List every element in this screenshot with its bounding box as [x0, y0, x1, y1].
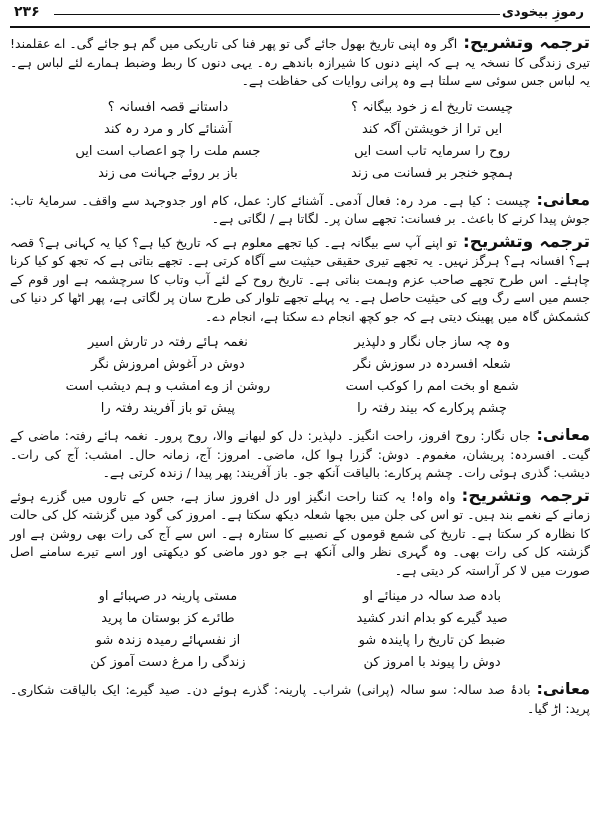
misra-second: مستی پارینہ در صہبائے او [98, 589, 238, 604]
misra-first: شمع او بخت امم را کوکب است [345, 379, 519, 394]
misra-first: چیست تاریخ اے ز خود بیگانہ ؟ [351, 99, 514, 115]
misra-first: روح را سرمایہ تاب است ایں [354, 143, 511, 159]
paragraph-text: بادۂ صد سالہ: سو سالہ (پرانی) شراب۔ پارینہ: گذرے ہوئے دن۔ صید گیرے: ایک بالیاقت شکاری۔ پرید: اڑ گیا۔ [10, 682, 590, 716]
misra-second: جسم ملت را چو اعصاب است ایں [75, 143, 261, 159]
running-title: رموزِ بیخودی [502, 5, 584, 20]
section-label: معانی: [536, 189, 590, 209]
page-number: ۲۳۶ [14, 4, 40, 20]
misra-first: دوش را پیوند با امروز کن [363, 655, 501, 670]
misra-first: شعلہ افسردہ در سوزش نگر [353, 357, 511, 372]
couplet [46, 652, 554, 674]
verse-block [46, 586, 554, 674]
misra-second: دوش در آغوش امروزش نگر [91, 357, 245, 372]
misra-second: پیش تو باز آفریند رفتہ را [100, 401, 236, 416]
header-rule [54, 14, 500, 15]
paragraph-text: واہ واہ! یہ کتنا راحت انگیز اور دل افروز ساز ہے، جس کے تاروں میں گزرے ہوئے زمانے کے نغمے بند ہیں۔ تو اس کی جلن میں بجھا شعلہ دیکھ سکتا ہے۔ امروز کی گود میں گزشتہ کل کی حالت کا نظارہ کر سکتا ہے۔ تاریخ کی شمع قوموں کے نصیبے کا ستارہ ہے۔ اس سے آج کی رات بھی روشن ہے اور گزشتہ کل کی رات بھی۔ وہ گہری نظر والی آنکھ ہے جو دور ماضی کو دیکھتی اور اسے تیرے سامنے اصل صورت میں لا کر آراستہ کر دیتی ہے۔ [10, 488, 590, 578]
couplet [46, 97, 554, 119]
misra-second: زندگی را مرغ دست آموز کن [90, 655, 246, 670]
paragraph-text: اگر وہ اپنی تاریخ بھول جائے گی تو پھر فنا کی تاریکی میں گم ہو جائے گی۔ اے عقلمند! تیری زندگی کا نسخہ یہ ہے کہ اپنے دنوں کا شیرازہ باندھے رہ۔ یہی دنوں کا ربط وضبط ہمارے لئے لباس ہے۔ یہ لباس جس سوئی سے سلتا ہے وہ پرانی روایات کی حفاظت ہے۔ [10, 36, 590, 88]
couplet [46, 608, 554, 630]
verse-block [46, 332, 554, 420]
couplet [46, 630, 554, 652]
paragraph-text: جاں نگار: روح افروز، راحت انگیز۔ دلپذیر: دل کو لبھانے والا، روح پرور۔ نغمہ ہائے رفتہ: ماضی کے گیت۔ افسردہ: پریشان، مغموم۔ دوش: گزرا ہوا کل، ماضی۔ امروز: آج، زمانہ حال۔ امشب: آج کی رات۔ دیشب: گذری ہوئی رات۔ چشم پرکارے: بالیاقت آنکھ جو۔ باز آفریند: پھر پیدا / زندہ کرتی ہے۔ [10, 428, 590, 480]
section-label: ترجمہ وتشریح: [461, 485, 590, 506]
paragraph [10, 487, 590, 581]
misra-second: باز بر روئے جہانت می زند [98, 165, 238, 181]
misra-second: نغمہ ہائے رفتہ در تارش اسیر [87, 335, 248, 350]
section-label: معانی: [536, 679, 590, 698]
paragraph [10, 426, 590, 483]
misra-first: ضبط کن تاریخ را پایندہ شو [358, 633, 506, 648]
misra-first: ہمچو خنجر بر فسانت می زند [351, 165, 514, 181]
misra-second: روشن از وے امشب و ہم دیشب است [65, 379, 271, 394]
section-label: ترجمہ وتشریح: [462, 231, 591, 252]
couplet [46, 586, 554, 608]
couplet [46, 354, 554, 376]
paragraph [10, 34, 590, 91]
couplet [46, 119, 554, 141]
misra-first: صید گیرے کو بدام اندر کشید [356, 611, 508, 626]
misra-first: بادہ صد سالہ در مینائے او [363, 589, 502, 604]
couplet [46, 332, 554, 354]
paragraph-text: تو اپنے آپ سے بیگانہ ہے۔ کیا تجھے معلوم ہے کہ تاریخ کیا ہے؟ کیا یہ کہانی ہے؟ قصہ ہے؟ افسانہ ہے؟ ہرگز نہیں۔ یہ تجھے تیری حقیقی حیثیت سے آگاہ کرتی ہے۔ تجھے بتاتی ہے کہ تجھ کو کیا کرنا چاہئے۔ اس طرح تجھے صاحب عزم وہمت بناتی ہے۔ تاریخ روح کے لئے آب وتاب کا سرچشمہ ہے اور قوم کے جسم میں اسے رگ وپے کی حیثیت حاصل ہے۔ یہ پہلے تجھے تلوار کی طرح سان پر لگاتی ہے، پھر اٹھا کر دنیا کی کشمکش گاہ میں پھینک دیتی ہے کہ جو کچھ انجام دے سکتا ہے، انجام دے۔ [10, 234, 590, 324]
misra-second: از نفسہائے رمیدہ زندہ شو [95, 633, 241, 648]
paragraph-text: چیست : کیا ہے۔ مرد رہ: فعال آدمی۔ آشنائے کار: عمل، کام اور جدوجہد سے واقف۔ سرمایۂ تاب: جوش پیدا کرنے کا باعث۔ بر فسانت: تجھے سان پر۔ لگاتا ہے / لگاتی ہے۔ [10, 192, 590, 226]
couplet [46, 376, 554, 398]
misra-first: ایں ترا از خویشتن آگہ کند [361, 121, 503, 137]
paragraph [10, 680, 590, 718]
paragraph [10, 191, 590, 229]
paragraph [10, 233, 590, 327]
page-content [10, 34, 590, 718]
verse-block [46, 97, 554, 185]
couplet [46, 141, 554, 163]
couplet [46, 163, 554, 185]
misra-second: آشنائے کار و مرد رہ کند [104, 121, 232, 137]
misra-second: طائرے کز بوستان ما پرید [101, 611, 235, 626]
couplet [46, 398, 554, 420]
misra-first: چشم پرکارے کہ بیند رفتہ را [357, 401, 507, 416]
misra-second: داستانے قصہ افسانہ ؟ [107, 99, 229, 115]
section-label: ترجمہ وتشریح: [463, 33, 591, 53]
misra-first: وہ چہ ساز جاں نگار و دلپذیر [354, 335, 510, 350]
page-header [10, 4, 590, 28]
section-label: معانی: [536, 425, 590, 444]
